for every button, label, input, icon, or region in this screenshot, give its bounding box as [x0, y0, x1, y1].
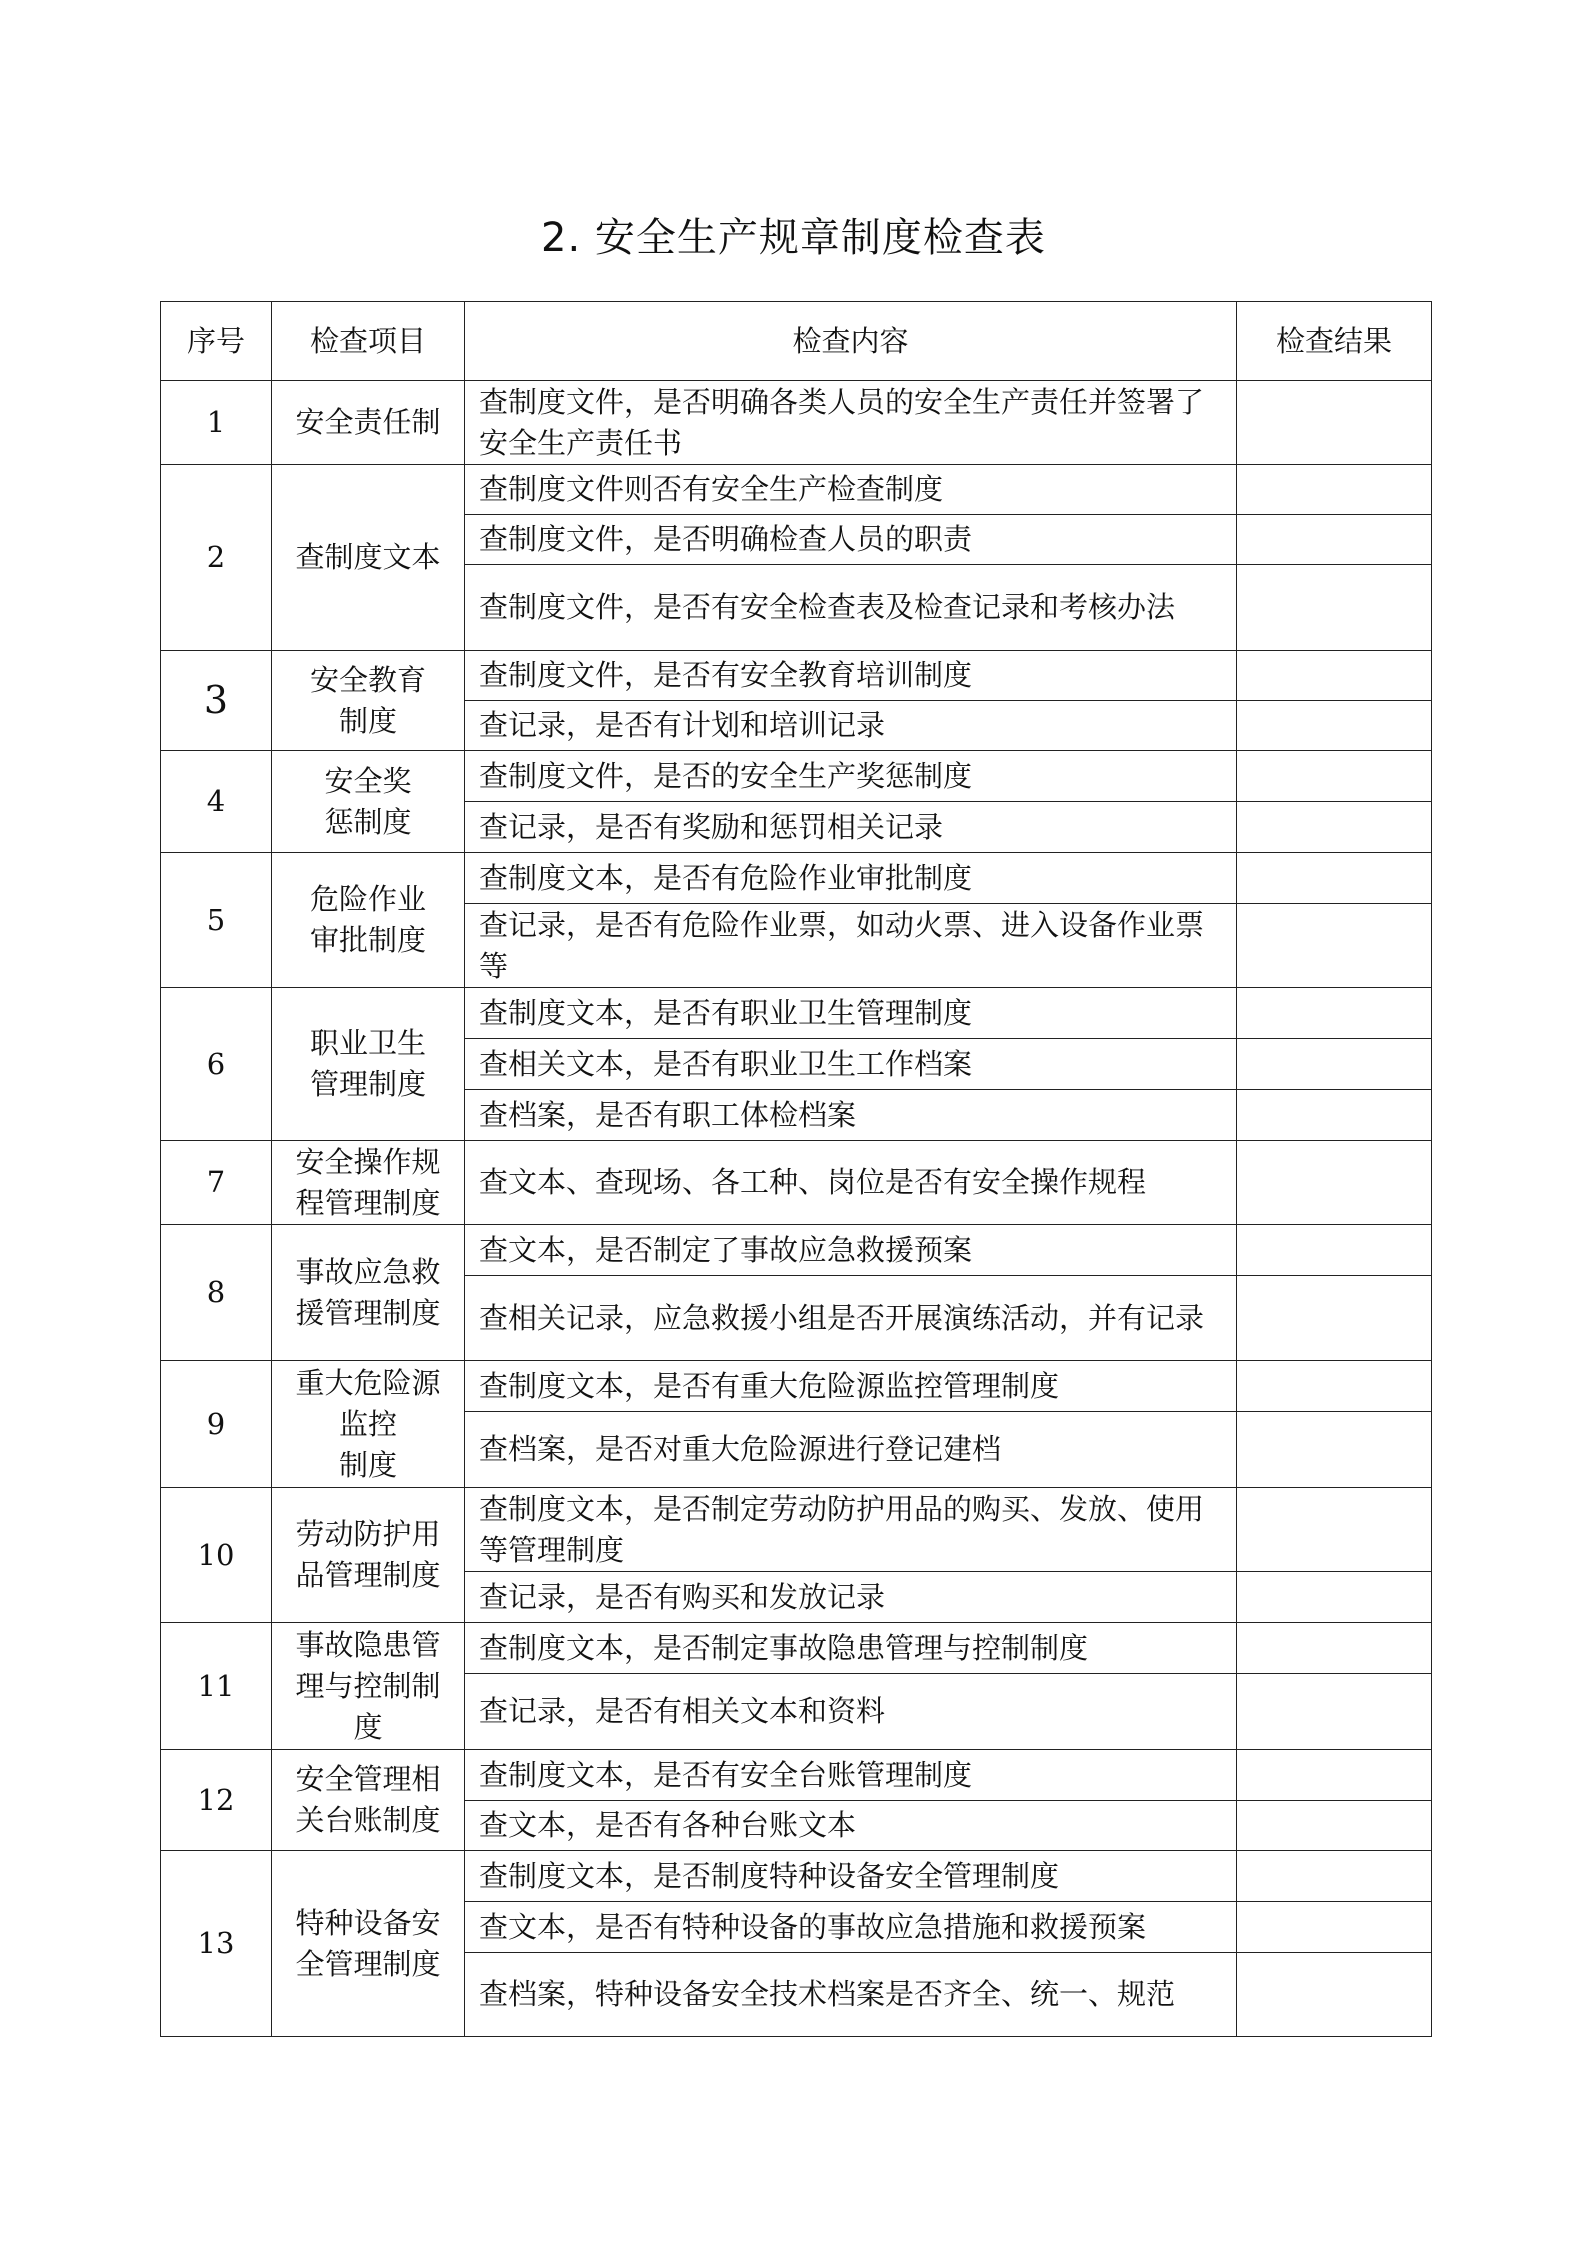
seq-cell: 8 [161, 1225, 272, 1361]
item-cell: 安全奖 惩制度 [272, 751, 465, 853]
item-cell: 职业卫生 管理制度 [272, 988, 465, 1141]
inspection-table [160, 301, 1432, 2037]
table-row [161, 853, 1432, 904]
result-cell[interactable] [1237, 1276, 1432, 1361]
table-row [161, 465, 1432, 515]
table-row [161, 651, 1432, 701]
seq-cell: 3 [161, 651, 272, 751]
content-cell: 查制度文本，是否有安全台账管理制度 [465, 1750, 1237, 1801]
item-cell: 安全责任制 [272, 381, 465, 465]
result-cell[interactable] [1237, 1851, 1432, 1902]
result-cell[interactable] [1237, 651, 1432, 701]
content-cell: 查制度文本，是否有重大危险源监控管理制度 [465, 1361, 1237, 1412]
seq-cell: 2 [161, 465, 272, 651]
table-row [161, 1851, 1432, 1902]
result-cell[interactable] [1237, 1090, 1432, 1141]
item-cell: 特种设备安 全管理制度 [272, 1851, 465, 2037]
content-cell: 查制度文本，是否有危险作业审批制度 [465, 853, 1237, 904]
table-body [161, 381, 1432, 2037]
table-row [161, 1361, 1432, 1412]
seq-cell: 9 [161, 1361, 272, 1488]
item-cell: 查制度文本 [272, 465, 465, 651]
item-cell: 安全操作规 程管理制度 [272, 1141, 465, 1225]
content-cell: 查相关文本，是否有职业卫生工作档案 [465, 1039, 1237, 1090]
header-item: 检查项目 [272, 302, 465, 381]
result-cell[interactable] [1237, 1141, 1432, 1225]
result-cell[interactable] [1237, 1361, 1432, 1412]
result-cell[interactable] [1237, 1902, 1432, 1953]
seq-cell: 13 [161, 1851, 272, 2037]
content-cell: 查制度文件，是否的安全生产奖惩制度 [465, 751, 1237, 802]
result-cell[interactable] [1237, 1674, 1432, 1750]
item-cell: 危险作业 审批制度 [272, 853, 465, 988]
item-cell: 事故隐患管 理与控制制 度 [272, 1623, 465, 1750]
content-cell: 查档案，是否有职工体检档案 [465, 1090, 1237, 1141]
content-cell: 查制度文件，是否有安全检查表及检查记录和考核办法 [465, 565, 1237, 651]
header-seq: 序号 [161, 302, 272, 381]
result-cell[interactable] [1237, 1953, 1432, 2037]
content-cell: 查制度文本，是否有职业卫生管理制度 [465, 988, 1237, 1039]
result-cell[interactable] [1237, 904, 1432, 988]
item-cell: 劳动防护用 品管理制度 [272, 1488, 465, 1623]
seq-cell: 1 [161, 381, 272, 465]
result-cell[interactable] [1237, 515, 1432, 565]
seq-cell: 4 [161, 751, 272, 853]
result-cell[interactable] [1237, 802, 1432, 853]
table-row [161, 1141, 1432, 1225]
page-title: 2. 安全生产规章制度检查表 [541, 215, 1046, 261]
content-cell: 查制度文本，是否制定劳动防护用品的购买、发放、使用等管理制度 [465, 1488, 1237, 1572]
result-cell[interactable] [1237, 751, 1432, 802]
item-cell: 事故应急救 援管理制度 [272, 1225, 465, 1361]
content-cell: 查记录，是否有计划和培训记录 [465, 701, 1237, 751]
content-cell: 查记录，是否有奖励和惩罚相关记录 [465, 802, 1237, 853]
table-row [161, 1225, 1432, 1276]
result-cell[interactable] [1237, 1801, 1432, 1851]
table-row [161, 988, 1432, 1039]
result-cell[interactable] [1237, 565, 1432, 651]
seq-cell: 7 [161, 1141, 272, 1225]
header-result: 检查结果 [1237, 302, 1432, 381]
content-cell: 查档案，特种设备安全技术档案是否齐全、统一、规范 [465, 1953, 1237, 2037]
content-cell: 查档案，是否对重大危险源进行登记建档 [465, 1412, 1237, 1488]
result-cell[interactable] [1237, 1623, 1432, 1674]
result-cell[interactable] [1237, 701, 1432, 751]
content-cell: 查文本，是否制定了事故应急救援预案 [465, 1225, 1237, 1276]
seq-cell: 6 [161, 988, 272, 1141]
content-cell: 查制度文本，是否制定事故隐患管理与控制制度 [465, 1623, 1237, 1674]
seq-cell: 10 [161, 1488, 272, 1623]
content-cell: 查制度文件，是否明确检查人员的职责 [465, 515, 1237, 565]
content-cell: 查相关记录，应急救援小组是否开展演练活动，并有记录 [465, 1276, 1237, 1361]
seq-cell: 12 [161, 1750, 272, 1851]
result-cell[interactable] [1237, 1572, 1432, 1623]
seq-cell: 11 [161, 1623, 272, 1750]
content-cell: 查记录，是否有购买和发放记录 [465, 1572, 1237, 1623]
result-cell[interactable] [1237, 1225, 1432, 1276]
result-cell[interactable] [1237, 1750, 1432, 1801]
header-content: 检查内容 [465, 302, 1237, 381]
result-cell[interactable] [1237, 381, 1432, 465]
item-cell: 重大危险源 监控 制度 [272, 1361, 465, 1488]
table-row [161, 1488, 1432, 1572]
table-row [161, 751, 1432, 802]
content-cell: 查制度文本，是否制度特种设备安全管理制度 [465, 1851, 1237, 1902]
item-cell: 安全管理相 关台账制度 [272, 1750, 465, 1851]
content-cell: 查制度文件，是否明确各类人员的安全生产责任并签署了安全生产责任书 [465, 381, 1237, 465]
content-cell: 查记录，是否有危险作业票，如动火票、进入设备作业票等 [465, 904, 1237, 988]
result-cell[interactable] [1237, 1039, 1432, 1090]
content-cell: 查制度文件，是否有安全教育培训制度 [465, 651, 1237, 701]
header-row [161, 302, 1432, 381]
result-cell[interactable] [1237, 1488, 1432, 1572]
item-cell: 安全教育 制度 [272, 651, 465, 751]
table-row [161, 381, 1432, 465]
seq-cell: 5 [161, 853, 272, 988]
result-cell[interactable] [1237, 988, 1432, 1039]
content-cell: 查制度文件则否有安全生产检查制度 [465, 465, 1237, 515]
table-row [161, 1623, 1432, 1674]
content-cell: 查记录，是否有相关文本和资料 [465, 1674, 1237, 1750]
result-cell[interactable] [1237, 1412, 1432, 1488]
content-cell: 查文本，是否有各种台账文本 [465, 1801, 1237, 1851]
content-cell: 查文本、查现场、各工种、岗位是否有安全操作规程 [465, 1141, 1237, 1225]
result-cell[interactable] [1237, 853, 1432, 904]
content-cell: 查文本，是否有特种设备的事故应急措施和救援预案 [465, 1902, 1237, 1953]
table-row [161, 1750, 1432, 1801]
result-cell[interactable] [1237, 465, 1432, 515]
